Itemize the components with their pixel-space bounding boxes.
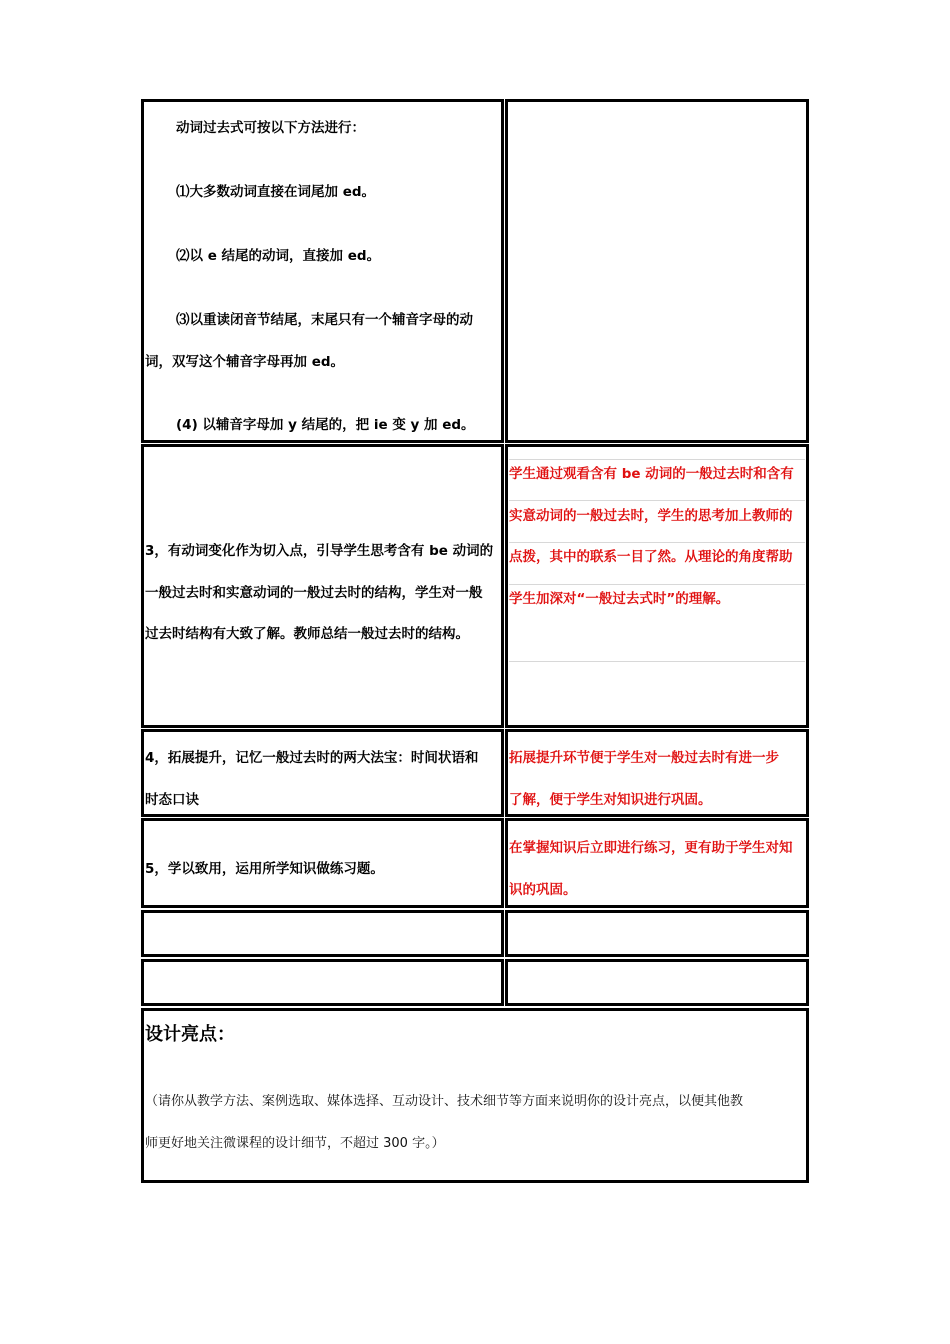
row2-right-rule-1 (509, 459, 805, 460)
row6-left-cell (141, 959, 504, 1006)
row2-right-rule-3 (509, 542, 805, 543)
row2-right-cell (505, 444, 809, 728)
row2-comment-line-1: 学生通过观看含有 be 动词的一般过去时和含有 (509, 466, 794, 482)
row4-comment-line-1: 在掌握知识后立即进行练习，更有助于学生对知 (509, 840, 793, 856)
design-highlights-note-line-1: （请你从教学方法、案例选取、媒体选择、互动设计、技术细节等方面来说明你的设计亮点，以便其他教 (145, 1094, 744, 1109)
row2-right-rule-5 (509, 661, 805, 662)
row5-left-cell (141, 910, 504, 957)
design-highlights-note-line-2: 师更好地关注微课程的设计细节，不超过 300 字。） (145, 1136, 445, 1151)
row2-comment-line-4: 学生加深对“一般过去式时”的理解。 (509, 591, 730, 607)
row1-rule-2: ⑵以 e 结尾的动词，直接加 ed。 (176, 248, 381, 264)
row1-rule-3b: 词，双写这个辅音字母再加 ed。 (145, 354, 345, 370)
row3-step4-line-2: 时态口诀 (145, 792, 199, 808)
row1-rule-1: ⑴大多数动词直接在词尾加 ed。 (176, 184, 376, 200)
row2-comment-line-3: 点拨，其中的联系一目了然。从理论的角度帮助 (509, 549, 793, 565)
row2-comment-line-2: 实意动词的一般过去时，学生的思考加上教师的 (509, 508, 793, 524)
row2-step3-line-2: 一般过去时和实意动词的一般过去时的结构，学生对一般 (145, 585, 483, 601)
row1-line-intro: 动词过去式可按以下方法进行： (176, 120, 365, 136)
row2-step3-line-3: 过去时结构有大致了解。教师总结一般过去时的结构。 (145, 626, 469, 642)
row3-step4-line-1: 4，拓展提升，记忆一般过去时的两大法宝：时间状语和 (145, 750, 479, 766)
row4-step5-line-1: 5，学以致用，运用所学知识做练习题。 (145, 861, 384, 877)
design-highlights-title: 设计亮点： (145, 1024, 235, 1045)
row2-right-rule-2 (509, 500, 805, 501)
row1-rule-4: (4) 以辅音字母加 y 结尾的，把 ie 变 y 加 ed。 (176, 417, 475, 433)
row2-step3-line-1: 3，有动词变化作为切入点，引导学生思考含有 be 动词的 (145, 543, 494, 559)
row1-right-cell (505, 99, 809, 443)
row1-rule-3a: ⑶以重读闭音节结尾，末尾只有一个辅音字母的动 (176, 312, 473, 328)
row2-right-rule-4 (509, 584, 805, 585)
row3-comment-line-2: 了解，便于学生对知识进行巩固。 (509, 792, 712, 808)
row3-comment-line-1: 拓展提升环节便于学生对一般过去时有进一步 (509, 750, 779, 766)
row6-right-cell (505, 959, 809, 1006)
row4-comment-line-2: 识的巩固。 (509, 882, 577, 898)
row5-right-cell (505, 910, 809, 957)
row1-left-cell (141, 99, 504, 443)
